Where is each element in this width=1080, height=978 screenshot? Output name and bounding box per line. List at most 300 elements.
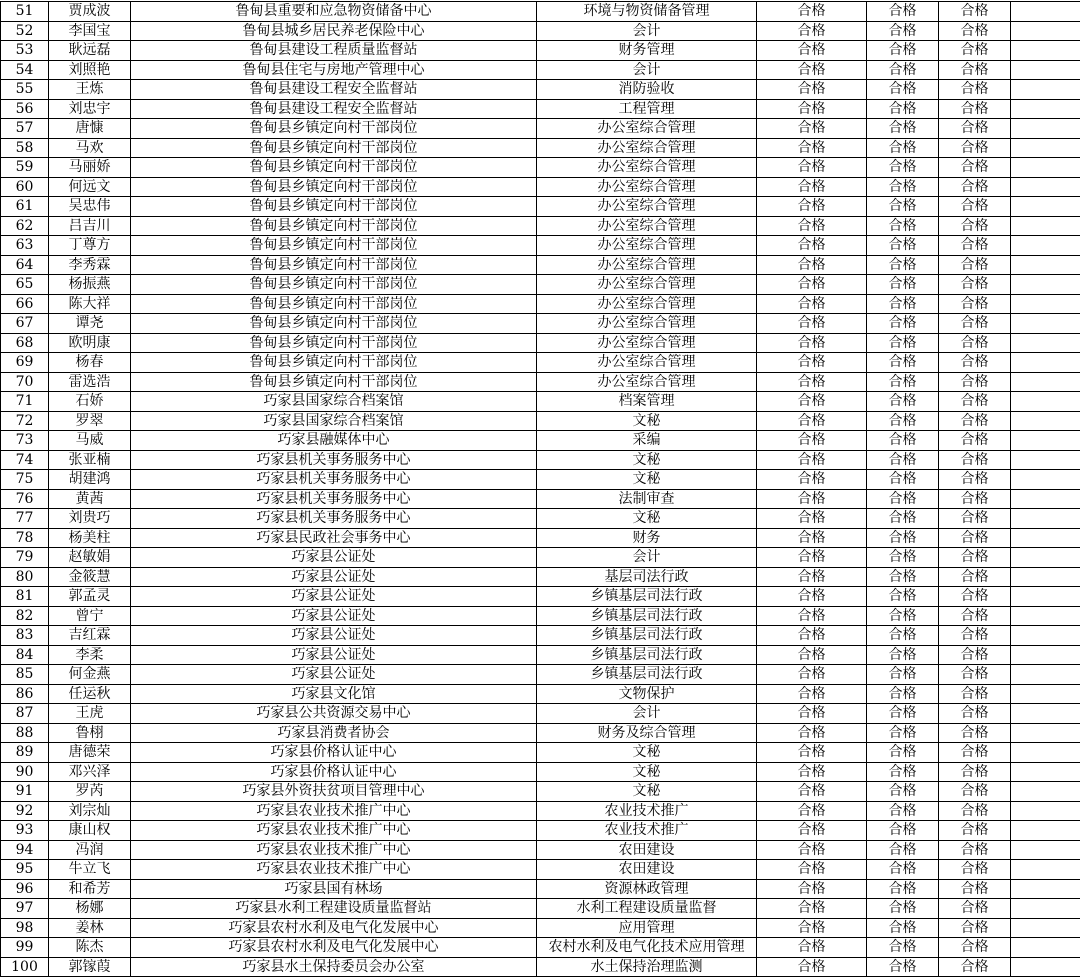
- empty-cell: [1011, 236, 1080, 256]
- result-cell-1: 合格: [757, 314, 867, 334]
- result-cell-1: 合格: [757, 372, 867, 392]
- empty-cell: [1011, 899, 1080, 919]
- name-cell: 赵敏娟: [49, 548, 131, 568]
- table-row: [1, 119, 1080, 139]
- position-cell: 乡镇基层司法行政: [537, 665, 757, 685]
- row-number-cell: 90: [1, 762, 49, 782]
- unit-cell: 巧家县民政社会事务中心: [131, 528, 537, 548]
- position-cell: 办公室综合管理: [537, 138, 757, 158]
- table-row: [1, 275, 1080, 295]
- position-cell: 文秘: [537, 509, 757, 529]
- result-cell-2: 合格: [867, 216, 939, 236]
- result-cell-1: 合格: [757, 197, 867, 217]
- name-cell: 耿远磊: [49, 41, 131, 61]
- result-cell-1: 合格: [757, 431, 867, 451]
- table-row: [1, 957, 1080, 977]
- position-cell: 资源林政管理: [537, 879, 757, 899]
- result-cell-2: 合格: [867, 489, 939, 509]
- result-cell-2: 合格: [867, 80, 939, 100]
- result-cell-3: 合格: [939, 743, 1011, 763]
- empty-cell: [1011, 957, 1080, 977]
- result-cell-2: 合格: [867, 158, 939, 178]
- name-cell: 刘忠宇: [49, 99, 131, 119]
- name-cell: 邓兴泽: [49, 762, 131, 782]
- row-number-cell: 72: [1, 411, 49, 431]
- row-number-cell: 70: [1, 372, 49, 392]
- results-table: [0, 1, 1080, 977]
- position-cell: 财务: [537, 528, 757, 548]
- result-cell-2: 合格: [867, 2, 939, 22]
- empty-cell: [1011, 762, 1080, 782]
- name-cell: 罗翠: [49, 411, 131, 431]
- unit-cell: 巧家县公共资源交易中心: [131, 704, 537, 724]
- row-number-cell: 64: [1, 255, 49, 275]
- unit-cell: 鲁甸县建设工程安全监督站: [131, 99, 537, 119]
- table-row: [1, 918, 1080, 938]
- result-cell-3: 合格: [939, 606, 1011, 626]
- table-row: [1, 567, 1080, 587]
- result-cell-3: 合格: [939, 879, 1011, 899]
- result-cell-3: 合格: [939, 275, 1011, 295]
- result-cell-2: 合格: [867, 548, 939, 568]
- result-cell-2: 合格: [867, 801, 939, 821]
- result-cell-2: 合格: [867, 197, 939, 217]
- unit-cell: 鲁甸县乡镇定向村干部岗位: [131, 372, 537, 392]
- result-cell-2: 合格: [867, 60, 939, 80]
- row-number-cell: 51: [1, 2, 49, 22]
- result-cell-2: 合格: [867, 879, 939, 899]
- result-cell-3: 合格: [939, 372, 1011, 392]
- position-cell: 财务管理: [537, 41, 757, 61]
- unit-cell: 鲁甸县乡镇定向村干部岗位: [131, 255, 537, 275]
- empty-cell: [1011, 450, 1080, 470]
- position-cell: 会计: [537, 704, 757, 724]
- position-cell: 环境与物资储备管理: [537, 2, 757, 22]
- row-number-cell: 67: [1, 314, 49, 334]
- position-cell: 办公室综合管理: [537, 353, 757, 373]
- empty-cell: [1011, 606, 1080, 626]
- unit-cell: 鲁甸县乡镇定向村干部岗位: [131, 353, 537, 373]
- result-cell-1: 合格: [757, 392, 867, 412]
- result-cell-3: 合格: [939, 99, 1011, 119]
- result-cell-3: 合格: [939, 333, 1011, 353]
- result-cell-3: 合格: [939, 41, 1011, 61]
- position-cell: 文物保护: [537, 684, 757, 704]
- empty-cell: [1011, 411, 1080, 431]
- name-cell: 丁尊方: [49, 236, 131, 256]
- result-cell-1: 合格: [757, 879, 867, 899]
- result-cell-1: 合格: [757, 138, 867, 158]
- unit-cell: 鲁甸县乡镇定向村干部岗位: [131, 314, 537, 334]
- result-cell-3: 合格: [939, 2, 1011, 22]
- empty-cell: [1011, 392, 1080, 412]
- table-row: [1, 450, 1080, 470]
- table-row: [1, 411, 1080, 431]
- result-cell-3: 合格: [939, 450, 1011, 470]
- name-cell: 牛立飞: [49, 860, 131, 880]
- name-cell: 和希芳: [49, 879, 131, 899]
- unit-cell: 巧家县国家综合档案馆: [131, 392, 537, 412]
- table-row: [1, 197, 1080, 217]
- empty-cell: [1011, 840, 1080, 860]
- result-cell-1: 合格: [757, 723, 867, 743]
- unit-cell: 巧家县国有林场: [131, 879, 537, 899]
- unit-cell: 巧家县农业技术推广中心: [131, 840, 537, 860]
- name-cell: 任运秋: [49, 684, 131, 704]
- result-cell-3: 合格: [939, 353, 1011, 373]
- position-cell: 法制审查: [537, 489, 757, 509]
- result-cell-2: 合格: [867, 626, 939, 646]
- row-number-cell: 69: [1, 353, 49, 373]
- empty-cell: [1011, 333, 1080, 353]
- table-row: [1, 255, 1080, 275]
- position-cell: 办公室综合管理: [537, 177, 757, 197]
- empty-cell: [1011, 99, 1080, 119]
- unit-cell: 鲁甸县城乡居民养老保险中心: [131, 21, 537, 41]
- empty-cell: [1011, 918, 1080, 938]
- result-cell-2: 合格: [867, 392, 939, 412]
- row-number-cell: 53: [1, 41, 49, 61]
- unit-cell: 鲁甸县乡镇定向村干部岗位: [131, 236, 537, 256]
- table-row: [1, 99, 1080, 119]
- result-cell-3: 合格: [939, 138, 1011, 158]
- empty-cell: [1011, 801, 1080, 821]
- result-cell-3: 合格: [939, 80, 1011, 100]
- result-cell-3: 合格: [939, 411, 1011, 431]
- name-cell: 刘照艳: [49, 60, 131, 80]
- row-number-cell: 94: [1, 840, 49, 860]
- row-number-cell: 88: [1, 723, 49, 743]
- result-cell-2: 合格: [867, 333, 939, 353]
- result-cell-1: 合格: [757, 119, 867, 139]
- result-cell-1: 合格: [757, 899, 867, 919]
- result-cell-3: 合格: [939, 684, 1011, 704]
- row-number-cell: 68: [1, 333, 49, 353]
- table-row: [1, 840, 1080, 860]
- result-cell-3: 合格: [939, 509, 1011, 529]
- result-cell-3: 合格: [939, 704, 1011, 724]
- result-cell-1: 合格: [757, 782, 867, 802]
- result-cell-1: 合格: [757, 294, 867, 314]
- unit-cell: 鲁甸县乡镇定向村干部岗位: [131, 158, 537, 178]
- name-cell: 鲁栩: [49, 723, 131, 743]
- table-row: [1, 665, 1080, 685]
- result-cell-1: 合格: [757, 665, 867, 685]
- unit-cell: 巧家县机关事务服务中心: [131, 470, 537, 490]
- unit-cell: 巧家县公证处: [131, 587, 537, 607]
- result-cell-2: 合格: [867, 762, 939, 782]
- result-cell-3: 合格: [939, 626, 1011, 646]
- row-number-cell: 91: [1, 782, 49, 802]
- unit-cell: 鲁甸县乡镇定向村干部岗位: [131, 197, 537, 217]
- empty-cell: [1011, 353, 1080, 373]
- table-row: [1, 333, 1080, 353]
- empty-cell: [1011, 879, 1080, 899]
- name-cell: 杨振燕: [49, 275, 131, 295]
- table-row: [1, 782, 1080, 802]
- position-cell: 文秘: [537, 782, 757, 802]
- table-row: [1, 743, 1080, 763]
- result-cell-2: 合格: [867, 684, 939, 704]
- row-number-cell: 62: [1, 216, 49, 236]
- table-row: [1, 294, 1080, 314]
- unit-cell: 巧家县公证处: [131, 606, 537, 626]
- table-row: [1, 21, 1080, 41]
- row-number-cell: 85: [1, 665, 49, 685]
- row-number-cell: 63: [1, 236, 49, 256]
- result-cell-2: 合格: [867, 957, 939, 977]
- row-number-cell: 60: [1, 177, 49, 197]
- name-cell: 吉红霖: [49, 626, 131, 646]
- empty-cell: [1011, 294, 1080, 314]
- position-cell: 办公室综合管理: [537, 372, 757, 392]
- position-cell: 采编: [537, 431, 757, 451]
- position-cell: 乡镇基层司法行政: [537, 587, 757, 607]
- empty-cell: [1011, 431, 1080, 451]
- result-cell-3: 合格: [939, 723, 1011, 743]
- result-cell-1: 合格: [757, 353, 867, 373]
- row-number-cell: 77: [1, 509, 49, 529]
- result-cell-2: 合格: [867, 860, 939, 880]
- table-row: [1, 314, 1080, 334]
- empty-cell: [1011, 275, 1080, 295]
- result-cell-1: 合格: [757, 704, 867, 724]
- empty-cell: [1011, 587, 1080, 607]
- result-cell-3: 合格: [939, 392, 1011, 412]
- row-number-cell: 83: [1, 626, 49, 646]
- result-cell-3: 合格: [939, 957, 1011, 977]
- empty-cell: [1011, 665, 1080, 685]
- unit-cell: 巧家县融媒体中心: [131, 431, 537, 451]
- result-cell-1: 合格: [757, 684, 867, 704]
- position-cell: 消防验收: [537, 80, 757, 100]
- result-cell-2: 合格: [867, 645, 939, 665]
- result-cell-1: 合格: [757, 158, 867, 178]
- result-cell-3: 合格: [939, 21, 1011, 41]
- name-cell: 姜林: [49, 918, 131, 938]
- name-cell: 郭孟灵: [49, 587, 131, 607]
- row-number-cell: 96: [1, 879, 49, 899]
- result-cell-1: 合格: [757, 918, 867, 938]
- table-row: [1, 80, 1080, 100]
- table-row: [1, 860, 1080, 880]
- table-row: [1, 626, 1080, 646]
- position-cell: 乡镇基层司法行政: [537, 626, 757, 646]
- result-cell-1: 合格: [757, 2, 867, 22]
- row-number-cell: 82: [1, 606, 49, 626]
- table-row: [1, 938, 1080, 958]
- empty-cell: [1011, 821, 1080, 841]
- table-row: [1, 606, 1080, 626]
- table-row: [1, 548, 1080, 568]
- empty-cell: [1011, 528, 1080, 548]
- table-row: [1, 392, 1080, 412]
- name-cell: 罗芮: [49, 782, 131, 802]
- result-cell-3: 合格: [939, 567, 1011, 587]
- table-row: [1, 821, 1080, 841]
- unit-cell: 鲁甸县乡镇定向村干部岗位: [131, 177, 537, 197]
- name-cell: 李柔: [49, 645, 131, 665]
- empty-cell: [1011, 197, 1080, 217]
- position-cell: 会计: [537, 548, 757, 568]
- unit-cell: 巧家县价格认证中心: [131, 743, 537, 763]
- result-cell-3: 合格: [939, 470, 1011, 490]
- position-cell: 文秘: [537, 743, 757, 763]
- unit-cell: 巧家县外资扶贫项目管理中心: [131, 782, 537, 802]
- result-cell-3: 合格: [939, 860, 1011, 880]
- result-cell-1: 合格: [757, 528, 867, 548]
- result-cell-2: 合格: [867, 99, 939, 119]
- result-cell-1: 合格: [757, 333, 867, 353]
- table-row: [1, 801, 1080, 821]
- unit-cell: 鲁甸县乡镇定向村干部岗位: [131, 216, 537, 236]
- result-cell-1: 合格: [757, 177, 867, 197]
- table-row: [1, 236, 1080, 256]
- result-cell-3: 合格: [939, 236, 1011, 256]
- row-number-cell: 73: [1, 431, 49, 451]
- row-number-cell: 86: [1, 684, 49, 704]
- name-cell: 唐慷: [49, 119, 131, 139]
- table-row: [1, 489, 1080, 509]
- name-cell: 金筱慧: [49, 567, 131, 587]
- result-cell-1: 合格: [757, 60, 867, 80]
- unit-cell: 巧家县机关事务服务中心: [131, 450, 537, 470]
- name-cell: 何金燕: [49, 665, 131, 685]
- result-cell-1: 合格: [757, 567, 867, 587]
- result-cell-2: 合格: [867, 353, 939, 373]
- result-cell-2: 合格: [867, 431, 939, 451]
- unit-cell: 鲁甸县建设工程安全监督站: [131, 80, 537, 100]
- row-number-cell: 59: [1, 158, 49, 178]
- row-number-cell: 78: [1, 528, 49, 548]
- result-cell-2: 合格: [867, 528, 939, 548]
- unit-cell: 鲁甸县乡镇定向村干部岗位: [131, 138, 537, 158]
- row-number-cell: 56: [1, 99, 49, 119]
- name-cell: 石娇: [49, 392, 131, 412]
- empty-cell: [1011, 860, 1080, 880]
- result-cell-3: 合格: [939, 821, 1011, 841]
- result-cell-2: 合格: [867, 275, 939, 295]
- unit-cell: 巧家县文化馆: [131, 684, 537, 704]
- result-cell-2: 合格: [867, 177, 939, 197]
- empty-cell: [1011, 119, 1080, 139]
- empty-cell: [1011, 21, 1080, 41]
- position-cell: 办公室综合管理: [537, 314, 757, 334]
- result-cell-3: 合格: [939, 197, 1011, 217]
- row-number-cell: 92: [1, 801, 49, 821]
- result-cell-1: 合格: [757, 80, 867, 100]
- result-cell-1: 合格: [757, 255, 867, 275]
- name-cell: 李国宝: [49, 21, 131, 41]
- table-row: [1, 704, 1080, 724]
- name-cell: 王虎: [49, 704, 131, 724]
- row-number-cell: 89: [1, 743, 49, 763]
- result-cell-2: 合格: [867, 938, 939, 958]
- result-cell-3: 合格: [939, 528, 1011, 548]
- result-cell-1: 合格: [757, 41, 867, 61]
- name-cell: 李秀霖: [49, 255, 131, 275]
- result-cell-1: 合格: [757, 762, 867, 782]
- unit-cell: 鲁甸县住宅与房地产管理中心: [131, 60, 537, 80]
- position-cell: 农田建设: [537, 840, 757, 860]
- name-cell: 黄茜: [49, 489, 131, 509]
- result-cell-3: 合格: [939, 158, 1011, 178]
- result-cell-2: 合格: [867, 840, 939, 860]
- result-cell-3: 合格: [939, 60, 1011, 80]
- row-number-cell: 58: [1, 138, 49, 158]
- row-number-cell: 52: [1, 21, 49, 41]
- empty-cell: [1011, 2, 1080, 22]
- empty-cell: [1011, 177, 1080, 197]
- empty-cell: [1011, 704, 1080, 724]
- empty-cell: [1011, 60, 1080, 80]
- name-cell: 陈大祥: [49, 294, 131, 314]
- result-cell-1: 合格: [757, 587, 867, 607]
- result-cell-1: 合格: [757, 548, 867, 568]
- result-cell-3: 合格: [939, 431, 1011, 451]
- result-cell-2: 合格: [867, 567, 939, 587]
- unit-cell: 巧家县价格认证中心: [131, 762, 537, 782]
- row-number-cell: 74: [1, 450, 49, 470]
- row-number-cell: 57: [1, 119, 49, 139]
- row-number-cell: 81: [1, 587, 49, 607]
- table-row: [1, 177, 1080, 197]
- result-cell-1: 合格: [757, 470, 867, 490]
- unit-cell: 巧家县农业技术推广中心: [131, 801, 537, 821]
- result-cell-1: 合格: [757, 99, 867, 119]
- position-cell: 文秘: [537, 762, 757, 782]
- result-cell-1: 合格: [757, 411, 867, 431]
- result-cell-3: 合格: [939, 216, 1011, 236]
- position-cell: 文秘: [537, 411, 757, 431]
- unit-cell: 巧家县消费者协会: [131, 723, 537, 743]
- result-cell-2: 合格: [867, 450, 939, 470]
- result-cell-2: 合格: [867, 21, 939, 41]
- row-number-cell: 84: [1, 645, 49, 665]
- position-cell: 水利工程建设质量监督: [537, 899, 757, 919]
- row-number-cell: 66: [1, 294, 49, 314]
- unit-cell: 巧家县农村水利及电气化发展中心: [131, 938, 537, 958]
- name-cell: 马丽娇: [49, 158, 131, 178]
- table-body: [1, 2, 1080, 977]
- result-cell-3: 合格: [939, 665, 1011, 685]
- position-cell: 办公室综合管理: [537, 216, 757, 236]
- unit-cell: 巧家县公证处: [131, 665, 537, 685]
- row-number-cell: 99: [1, 938, 49, 958]
- row-number-cell: 79: [1, 548, 49, 568]
- position-cell: 办公室综合管理: [537, 294, 757, 314]
- name-cell: 唐德荣: [49, 743, 131, 763]
- result-cell-1: 合格: [757, 275, 867, 295]
- position-cell: 农村水利及电气化技术应用管理: [537, 938, 757, 958]
- result-cell-1: 合格: [757, 236, 867, 256]
- empty-cell: [1011, 138, 1080, 158]
- result-cell-2: 合格: [867, 294, 939, 314]
- empty-cell: [1011, 645, 1080, 665]
- table-row: [1, 879, 1080, 899]
- unit-cell: 巧家县机关事务服务中心: [131, 509, 537, 529]
- result-cell-1: 合格: [757, 216, 867, 236]
- table-row: [1, 470, 1080, 490]
- empty-cell: [1011, 782, 1080, 802]
- name-cell: 郭镓葭: [49, 957, 131, 977]
- result-cell-2: 合格: [867, 470, 939, 490]
- position-cell: 会计: [537, 21, 757, 41]
- position-cell: 档案管理: [537, 392, 757, 412]
- name-cell: 马威: [49, 431, 131, 451]
- empty-cell: [1011, 723, 1080, 743]
- empty-cell: [1011, 567, 1080, 587]
